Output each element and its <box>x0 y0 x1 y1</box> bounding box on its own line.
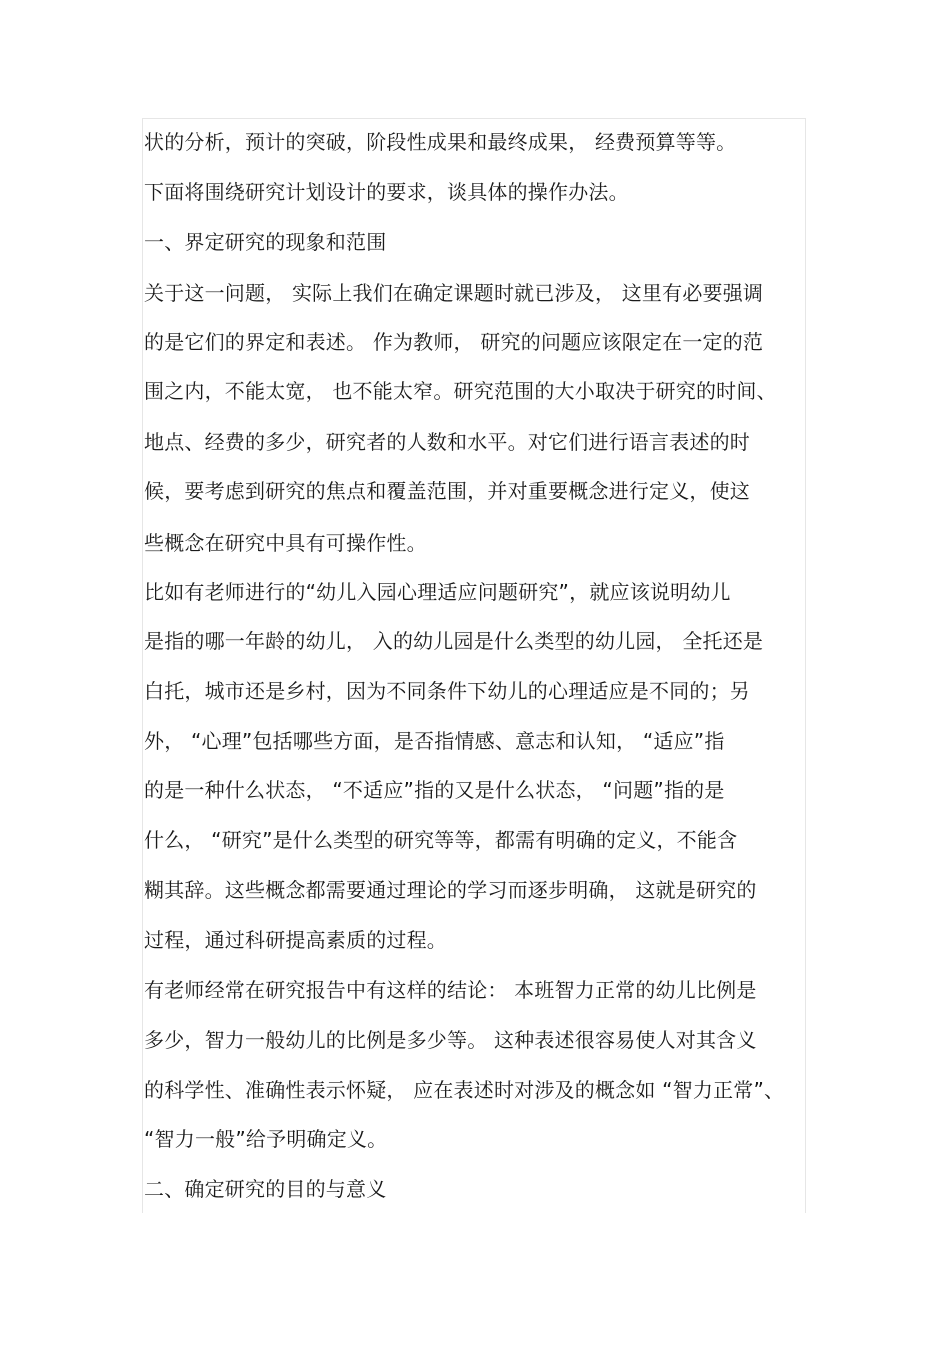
text-line: 的是一种什么状态， “不适应”指的又是什么状态， “问题”指的是 <box>144 778 725 802</box>
text-line: 状的分析，预计的突破，阶段性成果和最终成果， 经费预算等等。 <box>144 130 737 154</box>
text-line: 白托，城市还是乡村，因为不同条件下幼儿的心理适应是不同的；另 <box>144 679 750 703</box>
text-line: 糊其辞。这些概念都需要通过理论的学习而逐步明确， 这就是研究的 <box>144 878 757 902</box>
text-line: 的科学性、准确性表示怀疑， 应在表述时对涉及的概念如 “智力正常”、 <box>144 1078 785 1102</box>
section-heading: 二、确定研究的目的与意义 <box>144 1177 387 1201</box>
text-line: 过程，通过科研提高素质的过程。 <box>144 928 447 952</box>
text-line: “智力一般”给予明确定义。 <box>144 1127 388 1151</box>
text-line: 的是它们的界定和表述。 作为教师， 研究的问题应该限定在一定的范 <box>144 330 764 354</box>
text-line: 地点、经费的多少，研究者的人数和水平。对它们进行语言表述的时 <box>144 430 750 454</box>
text-line: 外， “心理”包括哪些方面，是否指情感、意志和认知， “适应”指 <box>144 729 725 753</box>
text-line: 多少，智力一般幼儿的比例是多少等。 这种表述很容易使人对其含义 <box>144 1028 757 1052</box>
section-heading: 一、界定研究的现象和范围 <box>144 230 387 254</box>
text-line: 候，要考虑到研究的焦点和覆盖范围，并对重要概念进行定义，使这 <box>144 479 750 503</box>
text-line: 比如有老师进行的“幼儿入园心理适应问题研究”，就应该说明幼儿 <box>144 580 731 604</box>
text-line: 关于这一问题， 实际上我们在确定课题时就已涉及， 这里有必要强调 <box>144 281 764 305</box>
text-line: 什么， “研究”是什么类型的研究等等，都需有明确的定义，不能含 <box>144 828 738 852</box>
text-line: 是指的哪一年龄的幼儿， 入的幼儿园是什么类型的幼儿园， 全托还是 <box>144 629 764 653</box>
text-line: 有老师经常在研究报告中有这样的结论： 本班智力正常的幼儿比例是 <box>144 978 757 1002</box>
text-line: 些概念在研究中具有可操作性。 <box>144 531 427 555</box>
text-line: 围之内，不能太宽， 也不能太窄。研究范围的大小取决于研究的时间、 <box>144 379 777 403</box>
text-line: 下面将围绕研究计划设计的要求，谈具体的操作办法。 <box>144 180 629 204</box>
